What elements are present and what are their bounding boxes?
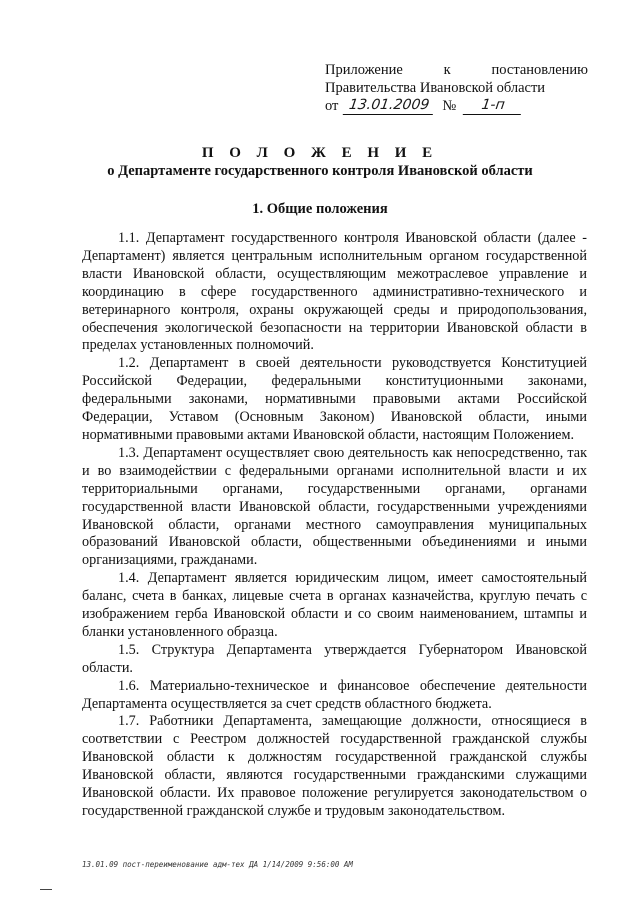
paragraph-1-1: 1.1. Департамент государственного контроля Ивановской области (далее - Департамент) является центральным исполнительным органом государственной власти Ивановской области, осуществляющим межотраслевое управление и координацию в сфере государственного административно-технического и ветеринарного контроля, охраны окружающей среды и природопользования, обеспечения экологической безопасности на территории Ивановской области в пределах установленных полномочий. (82, 230, 587, 354)
paragraph-1-4: 1.4. Департамент является юридическим лицом, имеет самостоятельный баланс, счета в банках, лицевые счета в органах казначейства, круглую печать с изображением герба Ивановской области и со своим наименованием, штампы и бланки установленного образца. (82, 570, 587, 640)
paragraph-1-2: 1.2. Департамент в своей деятельности руководствуется Конституцией Российской Федерации, федеральными конституционными законами, федеральными законами, нормативными правовыми актами Российской Федерации, Уставом (Основным Законом) Ивановской области, иными нормативными правовыми актами Ивановской области, настоящим Положением. (82, 355, 587, 443)
section-heading: 1. Общие положения (252, 201, 388, 217)
annex-date: 13.01.2009 (343, 97, 436, 115)
annex-number-label: № (442, 98, 457, 114)
annex-government: Правительства Ивановской области (325, 80, 546, 96)
annex-number: 1-п (463, 97, 524, 115)
annex-line-2 (325, 79, 588, 97)
paragraph-1-7: 1.7. Работники Департамента, замещающие должности, относящиеся в соответствии с Реестром должностей государственной гражданской службы Ивановской области к должностям государственной гражданской службы Ивановской области, являются государственными гражданскими служащими Ивановской области. Их правовое положение регулируется законодательством о государственной гражданской службе и трудовым законодательством. (82, 713, 587, 819)
annex-from-label: от (325, 98, 339, 114)
annex-word-resolution: постановлению (491, 62, 588, 78)
annex-word-to: к (443, 62, 451, 78)
document-footer: 13.01.09 пост-переименование адм-тех ДА 1/14/2009 9:56:00 AM (82, 860, 353, 869)
document-title: П О Л О Ж Е Н И Е (201, 145, 439, 161)
paragraph-1-5: 1.5. Структура Департамента утверждается Губернатором Ивановской области. (82, 641, 587, 676)
corner-mark (40, 889, 52, 890)
document-body (82, 230, 587, 821)
paragraph-1-6: 1.6. Материально-техническое и финансовое обеспечение деятельности Департамента осуществляется за счет средств областного бюджета. (82, 677, 587, 712)
annex-header (325, 61, 588, 115)
document-subtitle: о Департаменте государственного контроля Ивановской области (107, 163, 533, 179)
paragraph-1-3: 1.3. Департамент осуществляет свою деятельность как непосредственно, так и во взаимодействии с федеральными органами исполнительной власти и их территориальными органами, государственными органами, органами государственной власти Ивановской области, государственными учреждениями Ивановской области, органами местного самоуправления муниципальных образований Ивановской области, общественными объединениями и иными организациями, гражданами. (82, 444, 587, 569)
annex-word-appendix: Приложение (325, 62, 403, 78)
annex-line-1 (325, 61, 588, 79)
annex-line-3 (325, 97, 588, 115)
